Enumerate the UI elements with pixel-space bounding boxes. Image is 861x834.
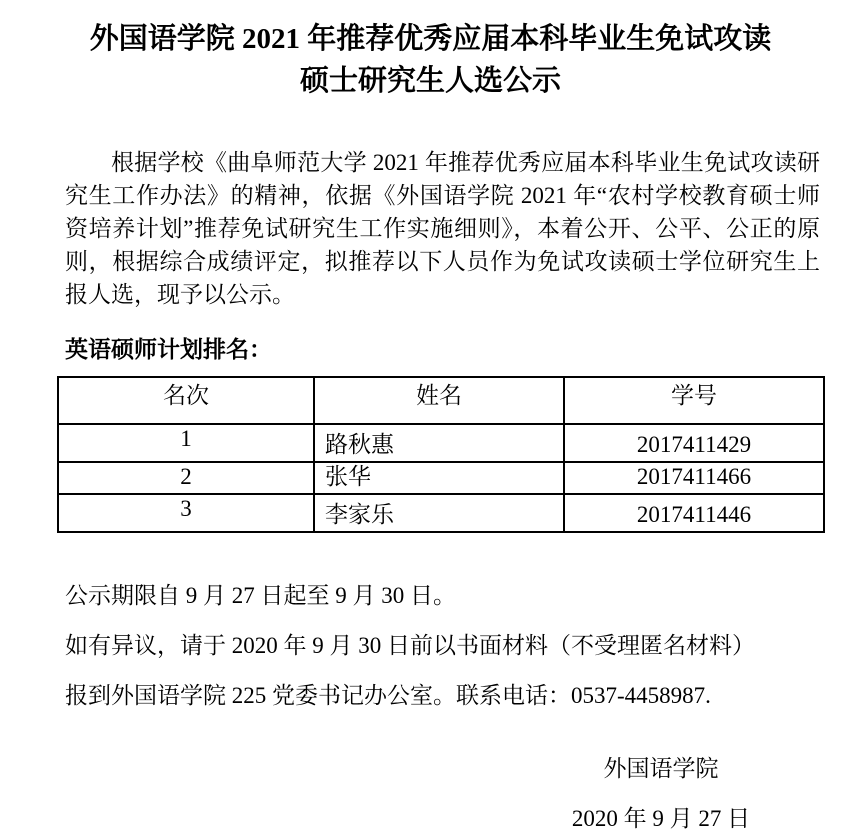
cell-rank: 3 (58, 494, 314, 532)
signature-block (511, 752, 811, 834)
cell-rank: 1 (58, 424, 314, 462)
cell-name: 张华 (314, 462, 564, 494)
table-header-row (58, 377, 824, 424)
cell-rank: 2 (58, 462, 314, 494)
table-row (58, 462, 824, 494)
cell-student-id: 2017411446 (564, 494, 824, 532)
intro-paragraph: 根据学校《曲阜师范大学 2021 年推荐优秀应届本科毕业生免试攻读研究生工作办法》的精神，依据《外国语学院 2021 年“农村学校教育硕士师资培养计划”推荐免试研究生工作实施细则》，本着公开、公平、公正的原则，根据综合成绩评定，拟推荐以下人员作为免试攻读硕士学位研究生上报人选，现予以公示。 (65, 150, 820, 307)
table-row (58, 424, 824, 462)
header-student-id: 学号 (564, 377, 824, 424)
page-title (0, 0, 861, 102)
notice-objection: 如有异议，请于 2020 年 9 月 30 日前以书面材料（不受理匿名材料） (65, 633, 755, 658)
page-title-line2: 硕士研究生人选公示 (299, 65, 561, 97)
header-rank: 名次 (58, 377, 314, 424)
cell-student-id: 2017411466 (564, 462, 824, 494)
signature-date: 2020 年 9 月 27 日 (571, 806, 751, 831)
cell-name: 路秋惠 (314, 424, 564, 462)
cell-student-id: 2017411429 (564, 424, 824, 462)
notice-period: 公示期限自 9 月 27 日起至 9 月 30 日。 (65, 583, 456, 608)
page-title-line1: 外国语学院 2021 年推荐优秀应届本科毕业生免试攻读 (89, 23, 772, 55)
ranking-table (57, 376, 825, 533)
signature-org: 外国语学院 (603, 756, 719, 781)
cell-name: 李家乐 (314, 494, 564, 532)
table-row (58, 494, 824, 532)
section-heading: 英语硕师计划排名： (65, 337, 272, 362)
header-name: 姓名 (314, 377, 564, 424)
notice-contact: 报到外国语学院 225 党委书记办公室。联系电话：0537-4458987. (65, 683, 711, 708)
